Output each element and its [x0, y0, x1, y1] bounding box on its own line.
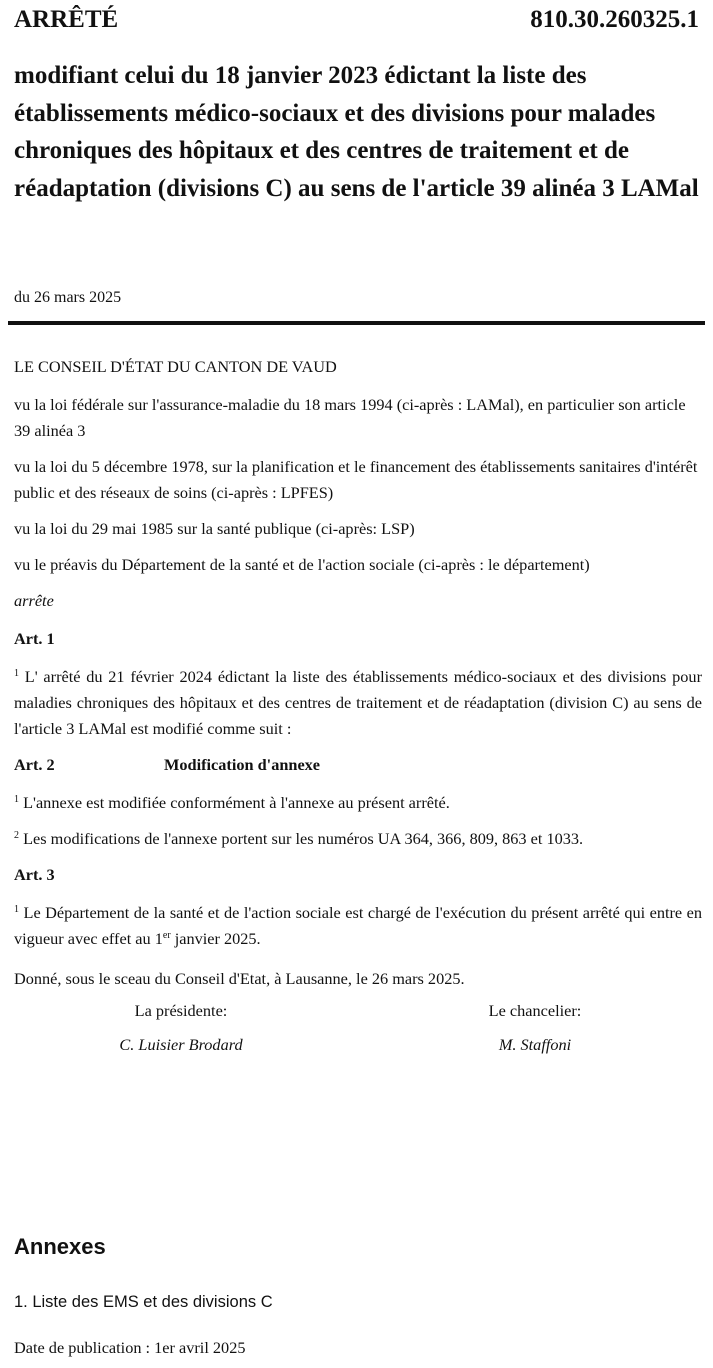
- article-2-paragraph-2: [14, 826, 702, 852]
- article-3-paragraph-1: [14, 900, 702, 952]
- article-2-header: [14, 752, 702, 778]
- paragraph-text: Les modifications de l'annexe portent sur les numéros UA 364, 366, 809, 863 et 1033.: [23, 829, 584, 848]
- paragraph-number: 1: [14, 668, 19, 679]
- paragraph-number: 1: [14, 904, 19, 915]
- document-title: modifiant celui du 18 janvier 2023 édictant la liste des établissements médico-sociaux et des divisions pour malades chroniques des hôpitaux et des centres de traitement et de réadaptation (divisions C) au sens de l'article 39 alinéa 3 LAMal: [14, 62, 699, 202]
- document-type: ARRÊTÉ: [14, 6, 119, 33]
- publication-date: Date de publication : 1er avril 2025: [14, 1338, 246, 1357]
- president-role: La présidente:: [134, 1001, 228, 1020]
- chancellor-role: Le chancelier:: [488, 1001, 582, 1020]
- paragraph-number: 1: [14, 794, 19, 805]
- header-divider: [8, 321, 705, 325]
- chancellor-name: M. Staffoni: [498, 1035, 572, 1054]
- annex-link-1[interactable]: 1. Liste des EMS et des divisions C: [14, 1293, 273, 1311]
- signature-roles: [14, 998, 702, 1024]
- paragraph-number: 2: [14, 830, 19, 841]
- paragraph-text: L'annexe est modifiée conformément à l'annexe au présent arrêté.: [23, 793, 450, 812]
- document-date: du 26 mars 2025: [14, 289, 122, 306]
- consideration-3: vu la loi du 29 mai 1985 sur la santé publique (ci-après: LSP): [14, 519, 415, 538]
- president-name: C. Luisier Brodard: [119, 1035, 243, 1054]
- consideration-4: vu le préavis du Département de la santé et de l'action sociale (ci-après : le département): [14, 555, 590, 574]
- authority: LE CONSEIL D'ÉTAT DU CANTON DE VAUD: [14, 357, 337, 376]
- reference-number: 810.30.260325.1: [530, 6, 699, 33]
- document-header: [14, 6, 699, 42]
- consideration-1: vu la loi fédérale sur l'assurance-maladie du 18 mars 1994 (ci-après : LAMal), en particulier son article 39 alinéa 3: [14, 395, 686, 440]
- paragraph-text-end: janvier 2025.: [170, 929, 261, 948]
- decides-word: arrête: [14, 591, 54, 610]
- article-3-label: Art. 3: [14, 865, 55, 884]
- signature-names: [14, 1032, 702, 1058]
- document-body: [14, 354, 702, 1058]
- consideration-2: vu la loi du 5 décembre 1978, sur la planification et le financement des établissements sanitaires d'intérêt public et des réseaux de soins (ci-après : LPFES): [14, 457, 698, 502]
- given-statement: Donné, sous le sceau du Conseil d'Etat, à Lausanne, le 26 mars 2025.: [14, 969, 465, 988]
- article-2-heading: Modification d'annexe: [164, 755, 321, 774]
- article-2-paragraph-1: [14, 790, 702, 816]
- paragraph-text: Le Département de la santé et de l'action sociale est chargé de l'exécution du présent arrêté qui entre en vigueur avec effet au 1: [14, 903, 703, 948]
- article-2-label: Art. 2: [14, 755, 55, 774]
- paragraph-text: L' arrêté du 21 février 2024 édictant la liste des établissements médico-sociaux et des divisions pour maladies chroniques des hôpitaux et des centres de traitement et de réadaptation (division C) au sens de l'article 3 LAMal est modifié comme suit :: [14, 667, 702, 738]
- annexes-heading: Annexes: [14, 1234, 106, 1259]
- article-1-paragraph-1: [14, 664, 702, 742]
- ordinal-suffix: er: [162, 930, 171, 941]
- article-1-label: Art. 1: [14, 629, 55, 648]
